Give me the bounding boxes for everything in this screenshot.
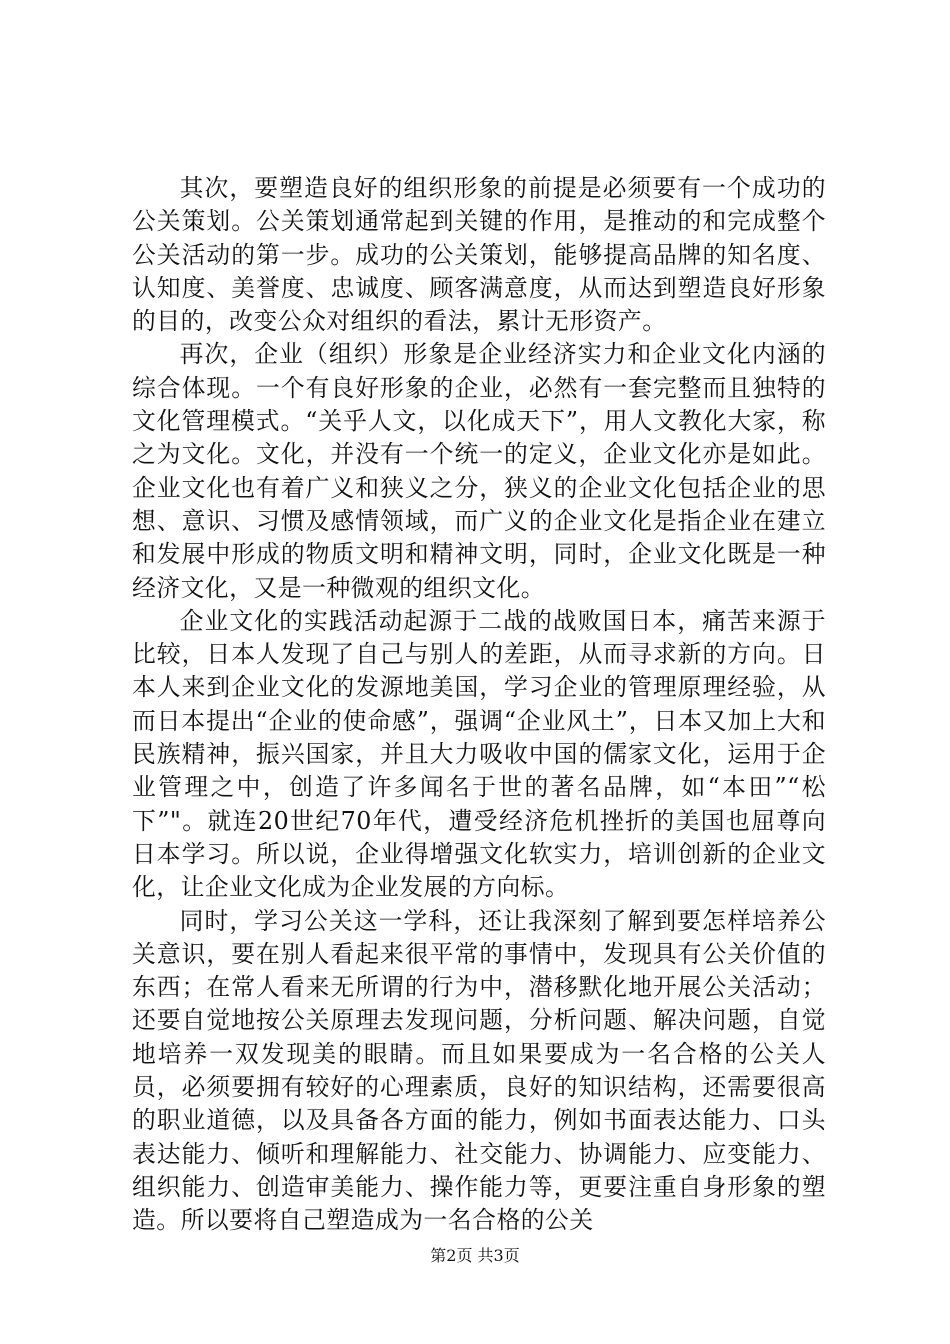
paragraph-4: 同时，学习公关这一学科，还让我深刻了解到要怎样培养公关意识，要在别人看起来很平常的事情中，发现具有公关价值的东西；在常人看来无所谓的行为中，潜移默化地开展公关活动；还要自觉地按公关原理去发现问题，分析问题、解决问题，自觉地培养一双发现美的眼睛。而且如果要成为一名合格的公关人员，必须要拥有较好的心理素质，良好的知识结构，还需要很高的职业道德，以及具备各方面的能力，例如书面表达能力、口头表达能力、倾听和理解能力、社交能力、协调能力、应变能力、组织能力、创造审美能力、操作能力等，更要注重自身形象的塑造。所以要将自己塑造成为一名合格的公关 [132,906,826,1235]
body-text [132,172,826,1238]
paragraph-1: 其次，要塑造良好的组织形象的前提是必须要有一个成功的公关策划。公关策划通常起到关键的作用，是推动的和完成整个公关活动的第一步。成功的公关策划，能够提高品牌的知名度、认知度、美誉度、忠诚度、顾客满意度，从而达到塑造良好形象的目的，改变公众对组织的看法，累计无形资产。 [132,174,826,336]
page-footer: 第2页 共3页 [430,1246,520,1265]
paragraph-2: 再次，企业（组织）形象是企业经济实力和企业文化内涵的综合体现。一个有良好形象的企业，必然有一套完整而且独特的文化管理模式。“关乎人文，以化成天下”，用人文教化大家，称之为文化。文化，并没有一个统一的定义，企业文化亦是如此。企业文化也有着广义和狭义之分，狭义的企业文化包括企业的思想、意识、习惯及感情领域，而广义的企业文化是指企业在建立和发展中形成的物质文明和精神文明，同时，企业文化既是一种经济文化，又是一种微观的组织文化。 [132,340,826,602]
paragraph-3: 企业文化的实践活动起源于二战的战败国日本，痛苦来源于比较，日本人发现了自己与别人的差距，从而寻求新的方向。日本人来到企业文化的发源地美国，学习企业的管理原理经验，从而日本提出“企业的使命感”，强调“企业风土”，日本又加上大和民族精神，振兴国家，并且大力吸收中国的儒家文化，运用于企业管理之中，创造了许多闻名于世的著名品牌，如“本田”“松下”"。就连20世纪70年代，遭受经济危机挫折的美国也屈尊向日本学习。所以说，企业得增强文化软实力，培训创新的企业文化，让企业文化成为企业发展的方向标。 [132,606,826,902]
